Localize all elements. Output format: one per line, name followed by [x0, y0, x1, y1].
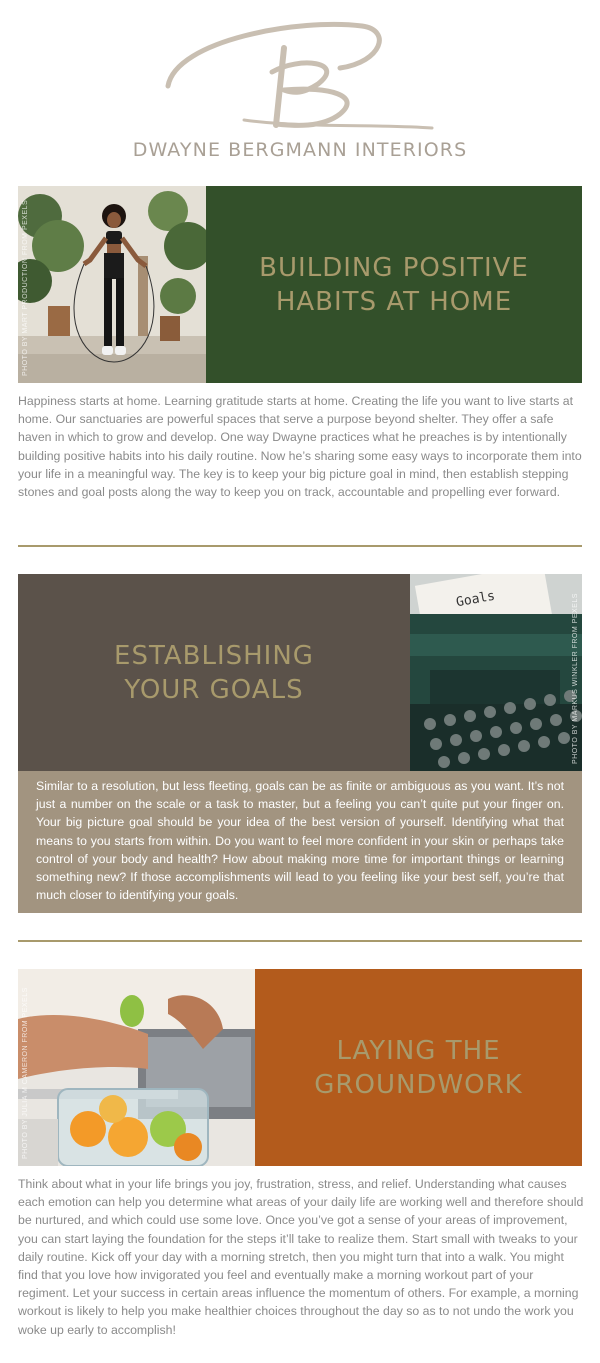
photo-credit: PHOTO BY MARKUS WINKLER FROM PEXELS [572, 593, 579, 764]
fruit-laptop-photo [18, 969, 255, 1166]
brand-logo[interactable] [0, 0, 600, 175]
photo-credit: PHOTO BY JULIA M CAMERON FROM PEXELS [22, 987, 29, 1159]
brand-name: DWAYNE BERGMANN INTERIORS [132, 139, 468, 161]
section-body-laying-groundwork: Think about what in your life brings you joy, frustration, stress, and relief. Understanding what causes each emotion can help you determine what areas of your daily life are working well and therefore should be nurtured, and which could use some love. Once you’ve got a sense of your areas of improvement, you can start laying the foundation for the steps it’ll take to realize them. Start small with tweaks to your daily routine. Kick off your day with a morning stretch, then you might turn that into a walk. You might find that you love how invigorated you feel and eventually make a morning workout part of your regiment. Let your success in certain areas influence the momentum of others. For example, a morning workout is likely to help you make healthier choices throughout the day so as to not undo the work you woke up early to accomplish! [18, 1177, 584, 1337]
typewriter-paper-text: Goals [454, 588, 497, 611]
section-divider [18, 940, 582, 942]
section-body-positive-habits: Happiness starts at home. Learning gratitude starts at home. Creating the life you want to live starts at home. Our sanctuaries are powerful spaces that serve a purpose beyond shelter. They offer a safe haven in which to grow and develop. One way Dwayne practices what he preaches is by intentionally building positive habits into his daily routine. Now he’s sharing some easy ways to incorporate them into your life in a meaningful way. The key is to keep your big picture goal in mind, then establish stepping stones and goal posts along the way to keep you on track, accountable and propelling ever forward. [18, 394, 582, 500]
section-heading-laying-groundwork: LAYING THE GROUNDWORK [255, 969, 582, 1166]
section-heading-positive-habits: BUILDING POSITIVE HABITS AT HOME [206, 186, 582, 383]
monogram-logo-icon [0, 0, 600, 140]
section-heading-establishing-goals: ESTABLISHING YOUR GOALS [18, 574, 410, 771]
photo-credit: PHOTO BY MART PRODUCTION FROM PEXELS [22, 199, 29, 376]
fruit-laptop-illustration [18, 969, 255, 1166]
woman-jump-rope-photo [18, 186, 206, 383]
woman-jump-rope-illustration [18, 186, 206, 383]
typewriter-goals-photo [410, 574, 582, 771]
typewriter-illustration [410, 574, 582, 771]
section-body-establishing-goals: Similar to a resolution, but less fleeting, goals can be as finite or ambiguous as you want. It’s not just a number on the scale or a task to master, but a feeling you can’t quite put your finger on. Your big picture goal should be your idea of the best version of yourself. Identifying what that means to you starts from within. Do you want to feel more confident in your skin or perhaps take control of your body and health? How about making more time for important things or learning something new? If those accomplishments will lead to you feeling like your best self, you’re that much closer to identifying your goals. [36, 779, 564, 903]
section-divider [18, 545, 582, 547]
